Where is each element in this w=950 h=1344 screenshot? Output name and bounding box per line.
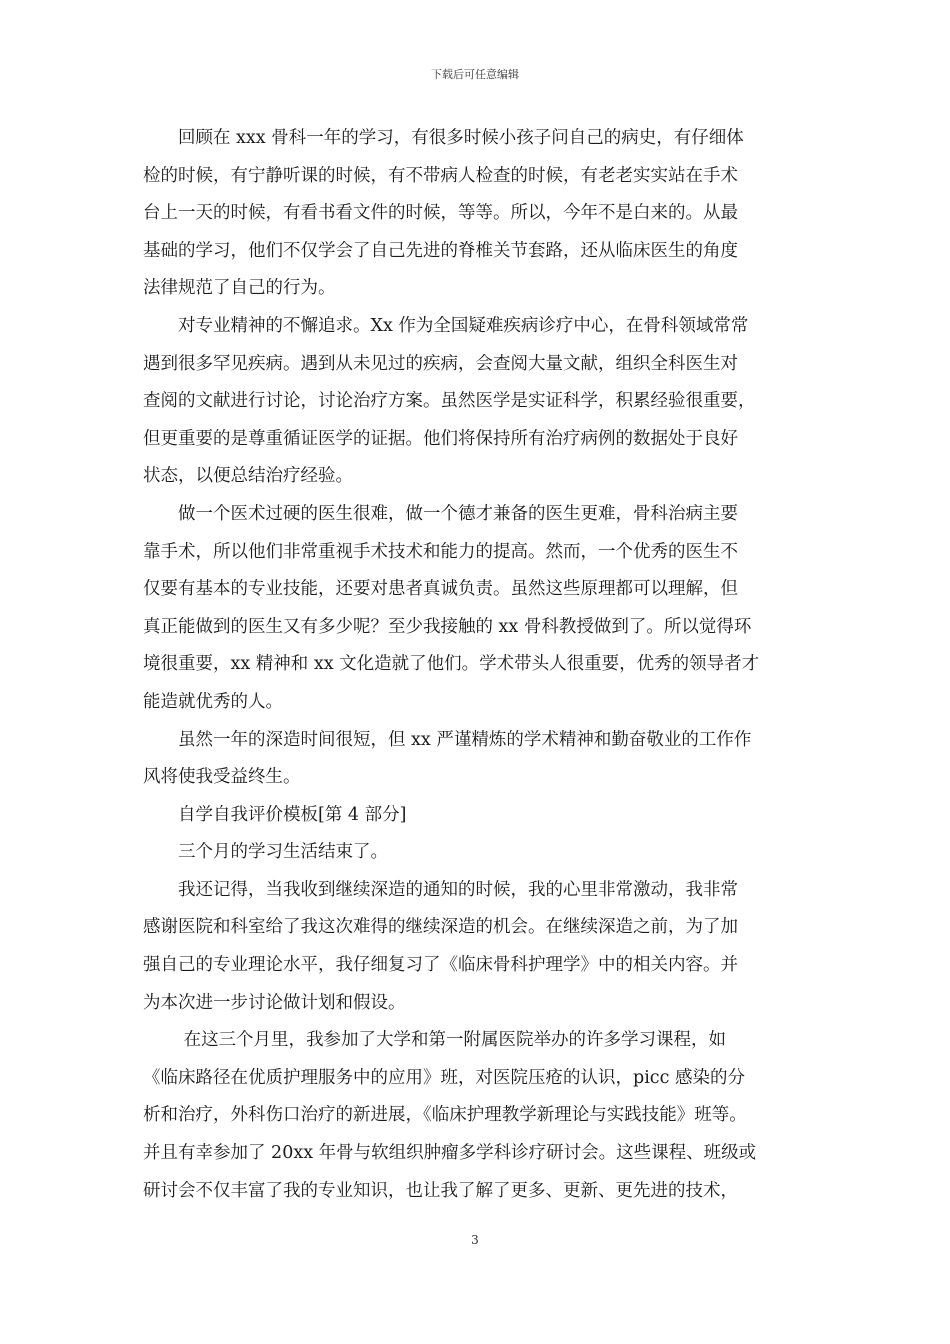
text-line: 《临床路径在优质护理服务中的应用》班，对医院压疮的认识，picc 感染的分 (143, 1067, 745, 1088)
section-heading: 自学自我评价模板[第 4 部分] (143, 804, 407, 825)
text-line: 真正能做到的医生又有多少呢？至少我接触的 xx 骨科教授做到了。所以觉得环 (143, 616, 752, 637)
text-line: 境很重要，xx 精神和 xx 文化造就了他们。学术带头人很重要，优秀的领导者才 (143, 654, 760, 675)
text-line: 为本次进一步讨论做计划和假设。 (143, 992, 406, 1013)
text-line: 析和治疗，外科伤口治疗的新进展，《临床护理教学新理论与实践技能》班等。 (143, 1105, 747, 1126)
body-text (143, 120, 811, 1210)
text-line: 检的时候，有宁静听课的时候，有不带病人检查的时候，有老老实实站在手术 (143, 165, 738, 186)
text-line: 对专业精神的不懈追求。Xx 作为全国疑难疾病诊疗中心，在骨科领域常常 (143, 315, 749, 336)
text-line: 感谢医院和科室给了我这次难得的继续深造的机会。在继续深造之前，为了加 (143, 917, 738, 938)
text-line: 我还记得，当我收到继续深造的通知的时候，我的心里非常激动，我非常 (143, 879, 738, 900)
text-line: 虽然一年的深造时间很短，但 xx 严谨精炼的学术精神和勤奋敬业的工作作 (143, 729, 752, 750)
text-line: 研讨会不仅丰富了我的专业知识，也让我了解了更多、更新、更先进的技术， (143, 1180, 738, 1201)
text-line: 能造就优秀的人。 (143, 691, 283, 712)
text-line: 状态，以便总结治疗经验。 (143, 466, 353, 487)
text-line: 强自己的专业理论水平，我仔细复习了《临床骨科护理学》中的相关内容。并 (143, 955, 738, 976)
page-header: 下载后可任意编辑 (431, 68, 519, 81)
text-line: 三个月的学习生活结束了。 (143, 842, 388, 863)
text-line: 但更重要的是尊重循证医学的证据。他们将保持所有治疗病例的数据处于良好 (143, 428, 738, 449)
text-line: 在这三个月里，我参加了大学和第一附属医院举办的许多学习课程，如 (143, 1030, 727, 1051)
text-line: 法律规范了自己的行为。 (143, 278, 336, 299)
text-line: 遇到很多罕见疾病。遇到从未见过的疾病，会查阅大量文献，组织全科医生对 (143, 353, 738, 374)
text-line: 做一个医术过硬的医生很难，做一个德才兼备的医生更难，骨科治病主要 (143, 503, 738, 524)
text-line: 查阅的文献进行讨论，讨论治疗方案。虽然医学是实证科学，积累经验很重要， (143, 391, 756, 412)
text-line: 台上一天的时候，有看书看文件的时候，等等。所以，今年不是白来的。从最 (143, 203, 738, 224)
page-number: 3 (471, 1233, 479, 1247)
text-line: 并且有幸参加了 20xx 年骨与软组织肿瘤多学科诊疗研讨会。这些课程、班级或 (143, 1143, 757, 1164)
text-line: 回顾在 xxx 骨科一年的学习，有很多时候小孩子问自己的病史，有仔细体 (143, 128, 744, 148)
text-line: 靠手术，所以他们非常重视手术技术和能力的提高。然而，一个优秀的医生不 (143, 541, 738, 562)
text-line: 基础的学习，他们不仅学会了自己先进的脊椎关节套路，还从临床医生的角度 (143, 240, 738, 261)
text-line: 仅要有基本的专业技能，还要对患者真诚负责。虽然这些原理都可以理解，但 (143, 579, 738, 600)
text-line: 风将使我受益终生。 (143, 767, 301, 788)
